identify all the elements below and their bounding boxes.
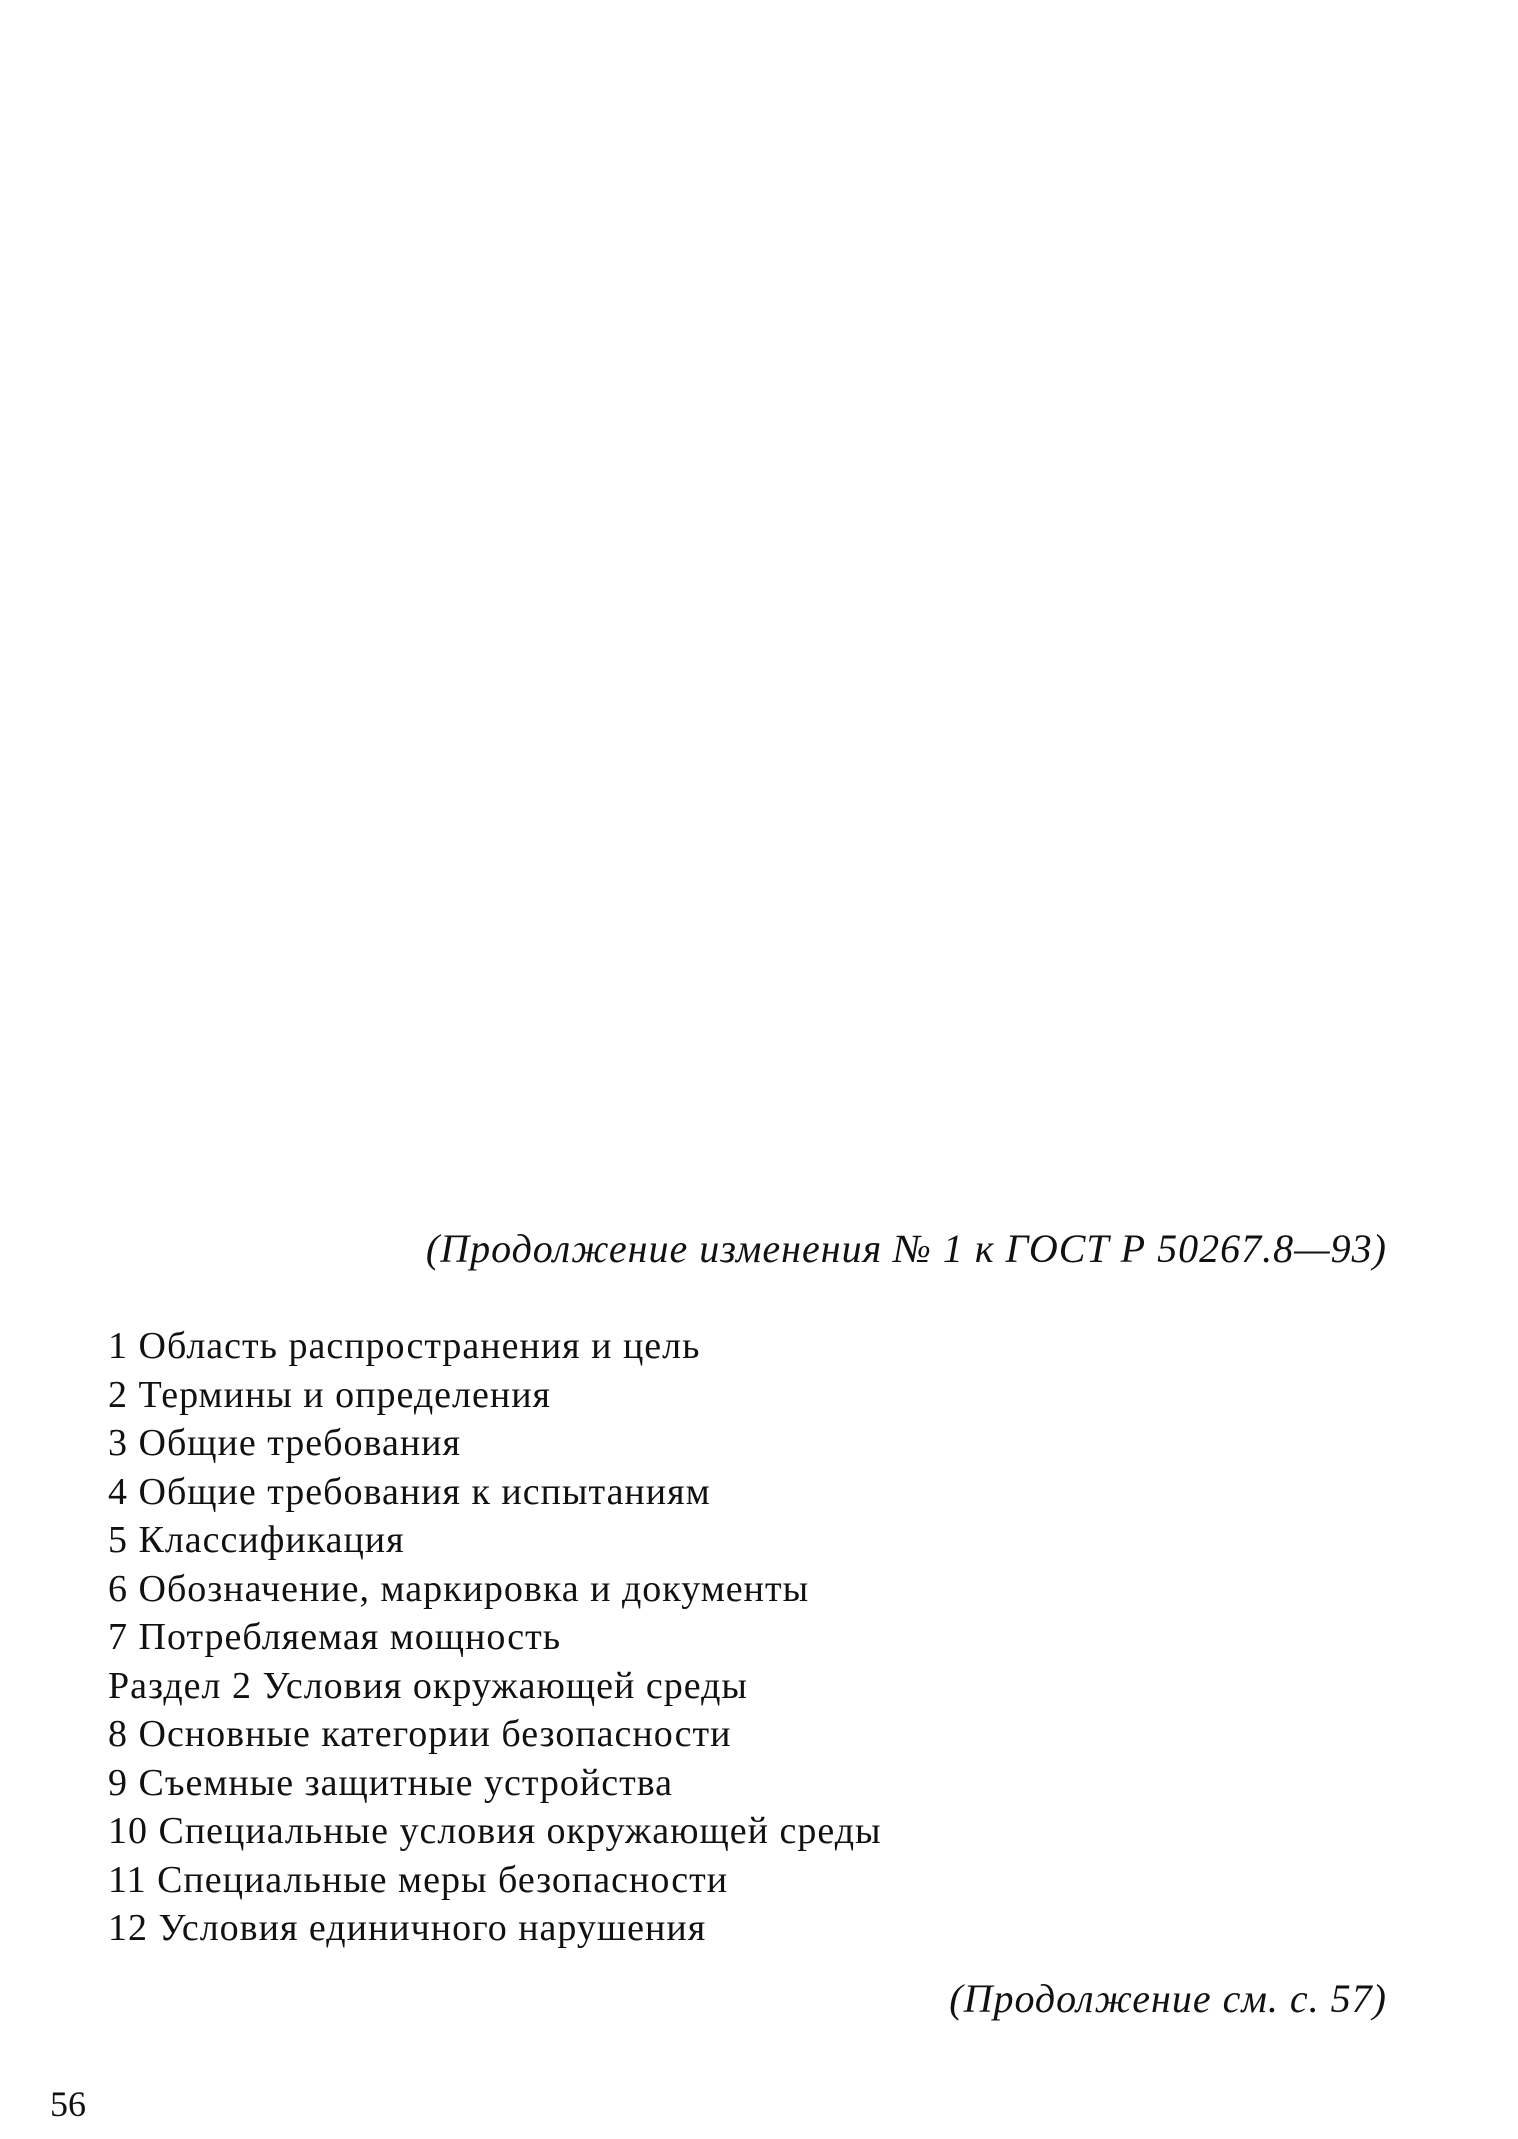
table-of-contents bbox=[108, 1322, 882, 1953]
toc-item: 12 Условия единичного нарушения bbox=[108, 1907, 707, 1949]
continuation-footer: (Продолжение см. с. 57) bbox=[949, 1976, 1387, 2021]
toc-item: 10 Специальные условия окружающей среды bbox=[108, 1810, 882, 1852]
toc-section-heading: Раздел 2 Условия окружающей среды bbox=[108, 1664, 748, 1707]
toc-item: 4 Общие требования к испытаниям bbox=[108, 1470, 711, 1513]
toc-item: 5 Классификация bbox=[108, 1519, 405, 1561]
toc-item: 9 Съемные защитные устройства bbox=[108, 1761, 674, 1804]
continuation-header: (Продолжение изменения № 1 к ГОСТ Р 50267.8—93) bbox=[425, 1226, 1387, 1271]
page-number: 56 bbox=[50, 2084, 86, 2124]
toc-item: 2 Термины и определения bbox=[108, 1373, 552, 1416]
toc-item: 1 Область распространения и цель bbox=[108, 1325, 701, 1367]
toc-item: 3 Общие требования bbox=[108, 1422, 461, 1464]
toc-item: 8 Основные категории безопасности bbox=[108, 1713, 732, 1755]
toc-item: 6 Обозначение, маркировка и документы bbox=[108, 1567, 810, 1610]
toc-item: 7 Потребляемая мощность bbox=[108, 1616, 562, 1658]
toc-item: 11 Специальные меры безопасности bbox=[108, 1858, 729, 1901]
